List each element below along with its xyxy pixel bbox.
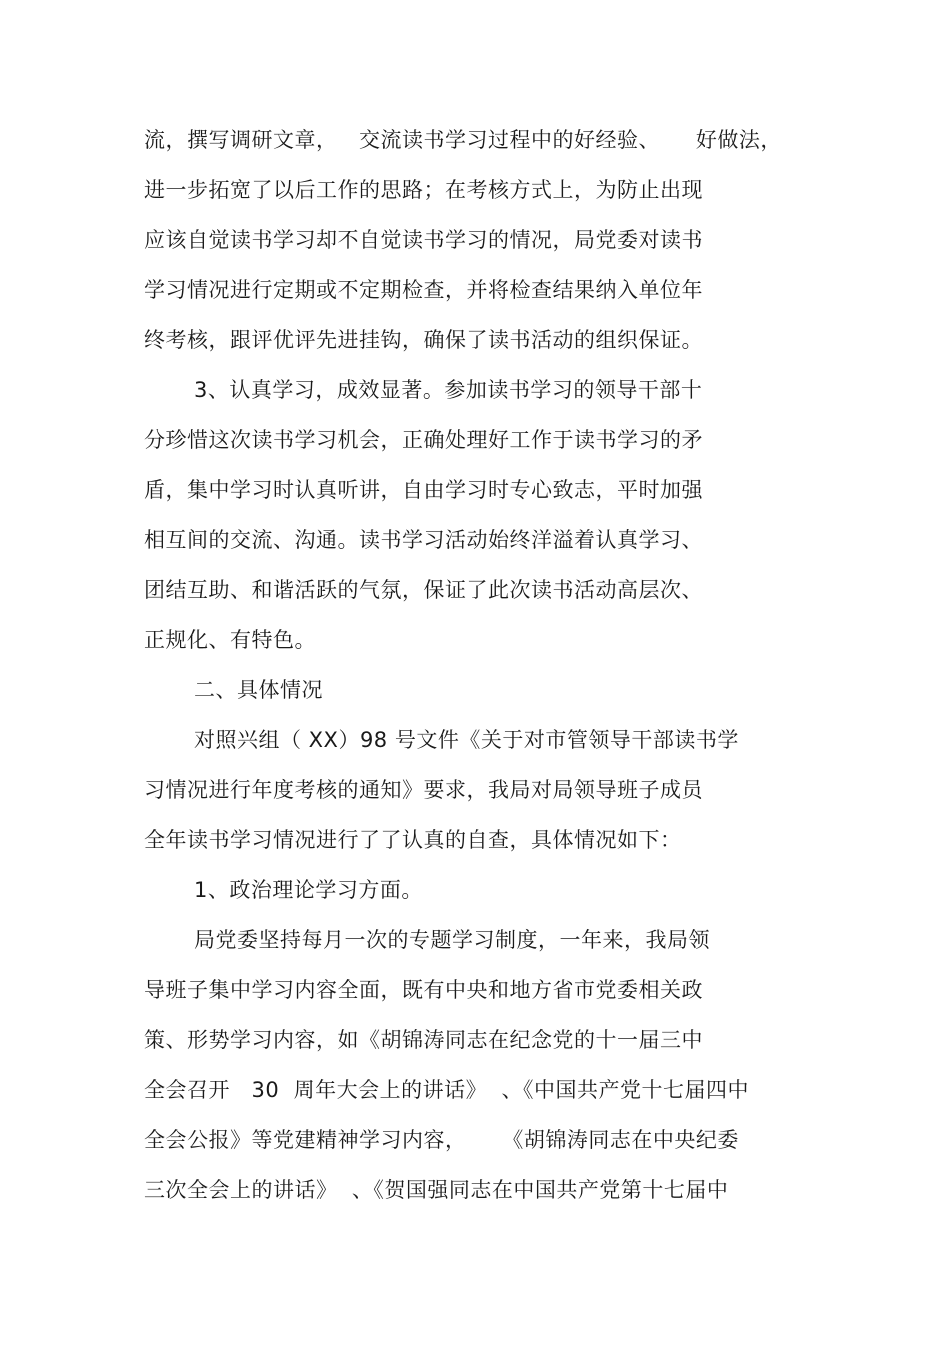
section-heading: 二、具体情况: [194, 678, 323, 702]
text-line: 应该自觉读书学习却不自觉读书学习的情况，局党委对读书: [144, 228, 703, 252]
text-line: 分珍惜这次读书学习机会，正确处理好工作于读书学习的矛: [144, 428, 703, 452]
text-line: 3、认真学习，成效显著。参加读书学习的领导干部十: [194, 378, 703, 402]
text-line: 进一步拓宽了以后工作的思路；在考核方式上，为防止出现: [144, 178, 703, 202]
text-line: 习情况进行年度考核的通知》要求，我局对局领导班子成员: [144, 778, 703, 802]
text-line: 局党委坚持每月一次的专题学习制度，一年来，我局领: [194, 928, 710, 952]
text-line: 盾，集中学习时认真听讲，自由学习时专心致志，平时加强: [144, 478, 703, 502]
text-line: 相互间的交流、沟通。读书学习活动始终洋溢着认真学习、: [144, 528, 703, 552]
text-line: 三次全会上的讲话》 、《贺国强同志在中国共产党第十七届中: [144, 1178, 729, 1202]
text-line: 全会召开 30 周年大会上的讲话》 、《中国共产党十七届四中: [144, 1078, 749, 1102]
text-line: 正规化、有特色。: [144, 628, 316, 652]
text-line: 学习情况进行定期或不定期检查，并将检查结果纳入单位年: [144, 278, 703, 302]
text-line: 团结互助、和谐活跃的气氛，保证了此次读书活动高层次、: [144, 578, 703, 602]
subsection-heading: 1、政治理论学习方面。: [194, 878, 423, 902]
text-line: 终考核，跟评优评先进挂钩，确保了读书活动的组织保证。: [144, 328, 703, 352]
text-line: 对照兴组（ XX）98 号文件《关于对市管领导干部读书学: [194, 728, 739, 752]
text-line: 全会公报》等党建精神学习内容， 《胡锦涛同志在中央纪委: [144, 1128, 739, 1152]
text-line: 策、形势学习内容，如《胡锦涛同志在纪念党的十一届三中: [144, 1028, 703, 1052]
text-line: 全年读书学习情况进行了了认真的自查，具体情况如下：: [144, 828, 682, 852]
text-line: 流，撰写调研文章， 交流读书学习过程中的好经验、 好做法，: [144, 128, 782, 152]
text-line: 导班子集中学习内容全面，既有中央和地方省市党委相关政: [144, 978, 703, 1002]
